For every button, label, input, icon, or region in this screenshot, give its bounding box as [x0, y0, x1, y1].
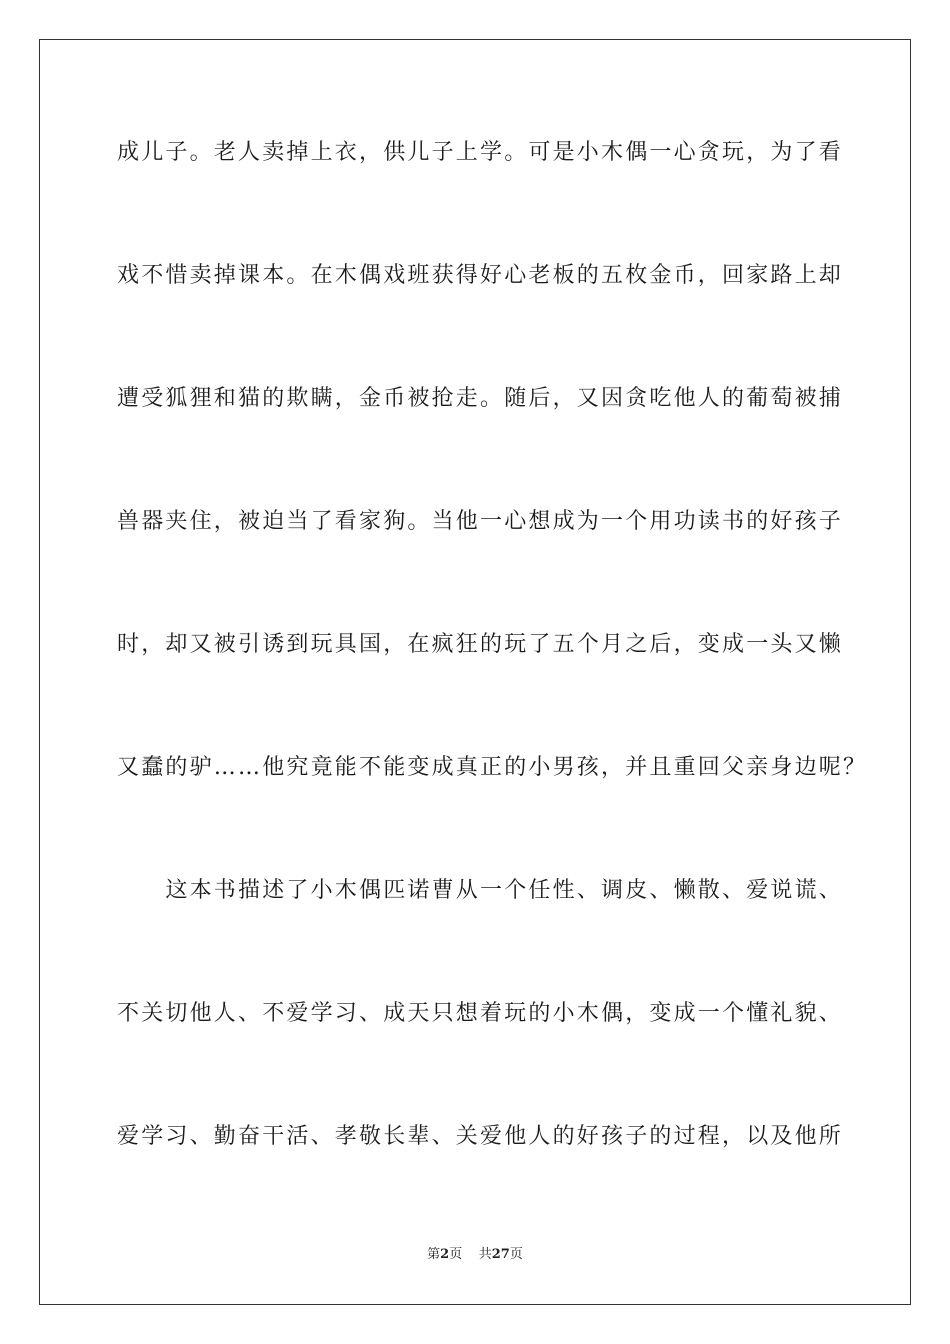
- footer-page-suffix: 页: [449, 1247, 463, 1262]
- body-text-line-4: 兽器夹住，被迫当了看家狗。当他一心想成为一个用功读书的好孩子: [117, 509, 844, 534]
- footer-total-prefix: 共: [478, 1247, 492, 1262]
- footer-page-number: 2: [440, 1247, 450, 1262]
- body-text-line-8: 不关切他人、不爱学习、成天只想着玩的小木偶，变成一个懂礼貌、: [117, 1001, 844, 1026]
- page-border: [39, 39, 911, 1305]
- body-text-line-3: 遭受狐狸和猫的欺瞒，金币被抢走。随后，又因贪吃他人的葡萄被捕: [117, 386, 844, 411]
- body-text-line-6: 又蠢的驴……他究竟能不能变成真正的小男孩，并且重回父亲身边呢？: [117, 755, 868, 780]
- footer-total-suffix: 页: [509, 1247, 523, 1262]
- page-footer: [0, 1246, 950, 1264]
- body-text-line-1: 成儿子。老人卖掉上衣，供儿子上学。可是小木偶一心贪玩，为了看: [117, 140, 844, 165]
- body-text-line-7: 这本书描述了小木偶匹诺曹从一个任性、调皮、懒散、爱说谎、: [117, 878, 844, 903]
- body-text-line-9: 爱学习、勤奋干活、孝敬长辈、关爱他人的好孩子的过程，以及他所: [117, 1124, 844, 1149]
- footer-page-prefix: 第: [427, 1247, 441, 1262]
- footer-total-pages: 27: [491, 1247, 510, 1262]
- body-text-line-2: 戏不惜卖掉课本。在木偶戏班获得好心老板的五枚金币，回家路上却: [117, 263, 844, 288]
- body-text-line-5: 时，却又被引诱到玩具国，在疯狂的玩了五个月之后，变成一头又懒: [117, 632, 844, 657]
